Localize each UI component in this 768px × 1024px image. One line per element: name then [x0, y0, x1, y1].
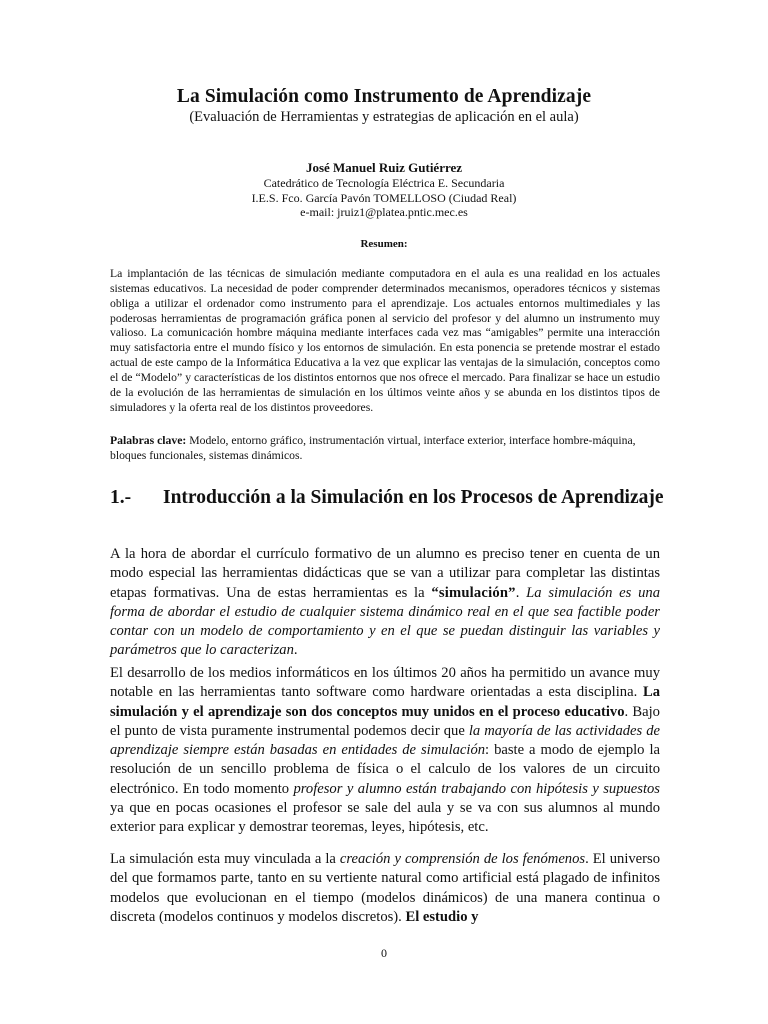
paper-title: La Simulación como Instrumento de Aprendizaje: [176, 86, 592, 107]
author-email: e-mail: jruiz1@platea.pntic.mec.es: [300, 205, 468, 219]
paragraph-2-italic-2: profesor y alumno están trabajando con hipótesis y supuestos: [293, 780, 660, 797]
paragraph-1-punct: .: [515, 584, 527, 601]
paper-subtitle: (Evaluación de Herramientas y estrategias de aplicación en el aula): [189, 109, 579, 125]
keywords: [110, 434, 660, 464]
paragraph-2-text-3: : baste a modo de ejemplo la resolución de un sencillo problema de física o el calculo de los valores de un circuito electrónico. En todo momento: [110, 742, 660, 797]
abstract-text: La implantación de las técnicas de simulación mediante computadora en el aula es una realidad en los actuales sistemas educativos. La necesidad de poder comprender determinados mecanismos, operadores técnicos y sistemas obliga a utilizar el ordenador como instrumento para el aprendizaje. Los actuales entornos multimediales y las poderosas herramientas de programación gráfica ponen al servicio del profesor y del alumno un instrumento muy valioso. La comunicación hombre máquina mediante interfaces cada vez mas “amigables” permite una interacción muy satisfactoria entre el mundo físico y los entornos de simulación. En esta ponencia se pretende mostrar el estado actual de este campo de la Informática Educativa a la vez que explicar las ventajas de la simulación, conceptos como el de “Modelo” y características de los distintos entornos que nos ofrece el mercado. Para finalizar se hace un estudio de la evolución de las herramientas de simulación en los últimos veinte años y se abunda en los distintos tipos de simuladores y la oferta real de los distintos proveedores.: [110, 267, 660, 414]
author-affiliation-institution: I.E.S. Fco. García Pavón TOMELLOSO (Ciudad Real): [251, 190, 517, 205]
paragraph-3: [110, 850, 660, 927]
paragraph-1-text: A la hora de abordar el currículo formativo de un alumno es preciso tener en cuenta de un modo especial las herramientas didácticas que se van a utilizar para completar las distintas etapas formativas. Una de estas herramientas es la: [110, 546, 660, 601]
paragraph-1-end: .: [293, 642, 298, 659]
keywords-text: Modelo, entorno gráfico, instrumentación virtual, interface exterior, interface hombre-máquina, bloques funcionales, sistemas dinámicos.: [110, 434, 636, 462]
author-affiliation-position: Catedrático de Tecnología Eléctrica E. Secundaria: [263, 176, 505, 190]
paragraph-2-italic: la mayoría de las actividades de aprendizaje siempre están basadas en entidades de simulación: [110, 722, 660, 759]
paragraph-3-italic: creación y comprensión de los fenómenos: [339, 851, 586, 867]
paragraph-2-text-4: ya que en pocas ocasiones el profesor se sale del aula y se va con sus alumnos al mundo exterior para explicar y demostrar teoremas, leyes, hipótesis, etc.: [110, 800, 660, 836]
page-number: 0: [381, 946, 387, 960]
abstract-heading: Resumen:: [360, 238, 408, 250]
author-name: José Manuel Ruiz Gutiérrez: [305, 160, 463, 175]
section-number: 1.-: [110, 487, 132, 508]
paragraph-2-text-2: . Bajo el punto de vista puramente instrumental podemos decir que: [110, 703, 660, 739]
paragraph-3-text: La simulación esta muy vinculada a la: [110, 851, 340, 867]
keywords-label: Palabras clave:: [110, 434, 187, 447]
section-title: Introducción a la Simulación en los Procesos de Aprendizaje: [163, 487, 664, 508]
paragraph-2-text: El desarrollo de los medios informáticos en los últimos 20 años ha permitido un avance muy notable en las herramientas tanto software como hardware orientadas a esta disciplina.: [110, 665, 660, 701]
paragraph-1: [110, 545, 660, 661]
paragraph-2-bold: La simulación y el aprendizaje son dos conceptos muy unidos en el proceso educativo: [110, 684, 660, 720]
paragraph-2: [110, 664, 660, 838]
paragraph-3-text-2: . El universo del que formamos parte, tanto en su vertiente natural como artificial está plagado de infinitos modelos que evolucionan en el tiempo (modelos dinámicos) de una manera continua o discreta (modelos continuos y modelos discretos).: [110, 851, 660, 925]
paragraph-1-bold: “simulación”: [431, 584, 516, 601]
section-heading: [110, 485, 670, 511]
paragraph-3-bold: El estudio y: [405, 908, 479, 925]
paragraph-1-italic: La simulación es una forma de abordar el estudio de cualquier sistema dinámico real en el que sea factible poder contar con un modelo de comportamiento y en el que se puedan distinguir las variables y parámetros que lo caracterizan: [110, 584, 661, 659]
